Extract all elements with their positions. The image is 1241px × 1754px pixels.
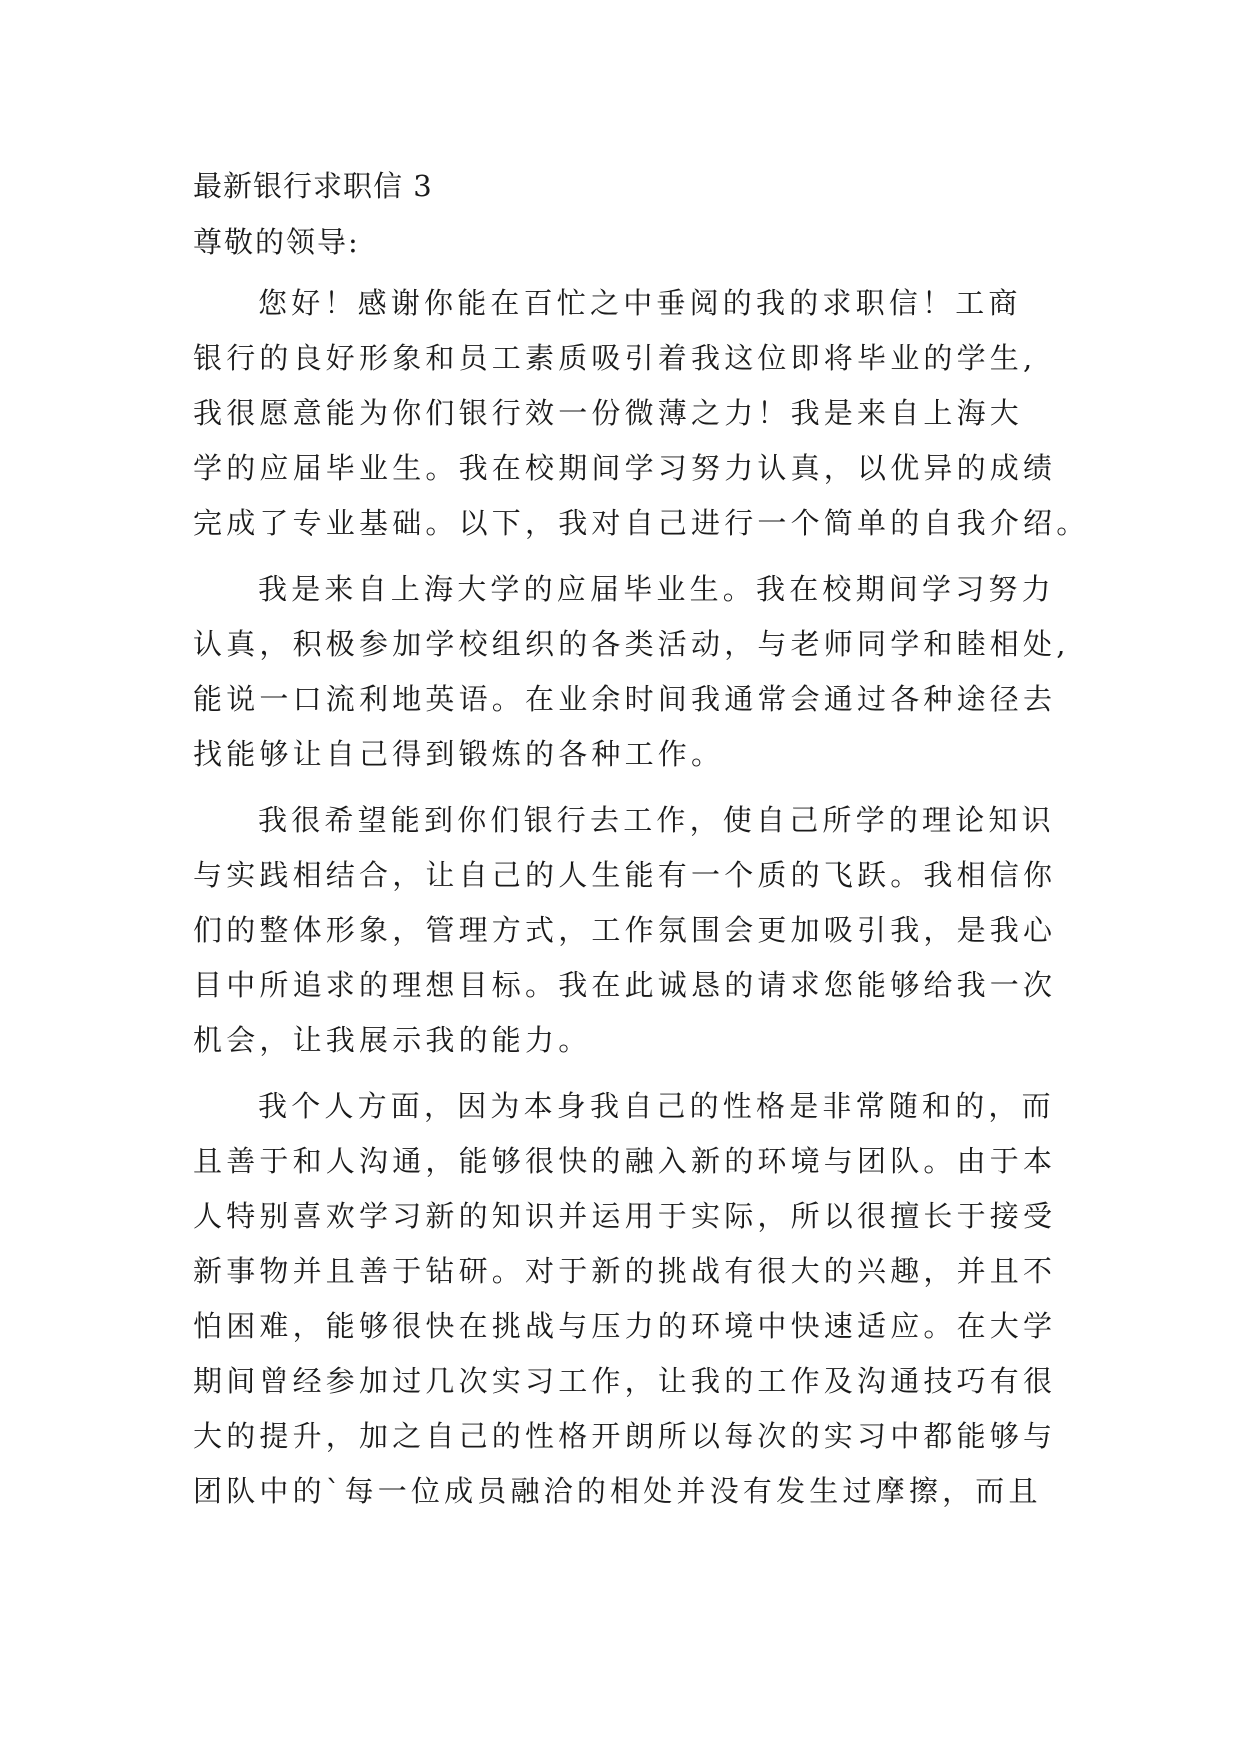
paragraph-line: 与实践相结合，让自己的人生能有一个质的飞跃。我相信你 <box>193 858 1057 892</box>
paragraph-line: 我很希望能到你们银行去工作，使自己所学的理论知识 <box>258 803 1055 837</box>
paragraph-line: 期间曾经参加过几次实习工作，让我的工作及沟通技巧有很 <box>193 1364 1057 1398</box>
paragraph-line: 找能够让自己得到锻炼的各种工作。 <box>193 737 725 771</box>
document-title: 最新银行求职信 3 <box>193 169 433 203</box>
paragraph-line: 能说一口流利地英语。在业余时间我通常会通过各种途径去 <box>193 682 1057 716</box>
paragraph-line: 学的应届毕业生。我在校期间学习努力认真，以优异的成绩 <box>193 451 1057 485</box>
paragraph-line: 我个人方面，因为本身我自己的性格是非常随和的，而 <box>258 1089 1055 1123</box>
salutation: 尊敬的领导: <box>193 225 360 259</box>
paragraph-line: 怕困难，能够很快在挑战与压力的环境中快速适应。在大学 <box>193 1309 1057 1343</box>
paragraph-line: 人特别喜欢学习新的知识并运用于实际，所以很擅长于接受 <box>193 1199 1057 1233</box>
paragraph-line: 银行的良好形象和员工素质吸引着我这位即将毕业的学生, <box>193 341 1037 375</box>
paragraph-line: 我是来自上海大学的应届毕业生。我在校期间学习努力 <box>258 572 1055 606</box>
paragraph-line: 新事物并且善于钻研。对于新的挑战有很大的兴趣，并且不 <box>193 1254 1057 1288</box>
paragraph-line: 认真，积极参加学校组织的各类活动，与老师同学和睦相处, <box>193 627 1070 661</box>
paragraph-line: 且善于和人沟通，能够很快的融入新的环境与团队。由于本 <box>193 1144 1057 1178</box>
paragraph-line: 您好！感谢你能在百忙之中垂阅的我的求职信！工商 <box>258 286 1022 320</box>
paragraph-line: 机会，让我展示我的能力。 <box>193 1023 592 1057</box>
paragraph-line: 们的整体形象，管理方式，工作氛围会更加吸引我，是我心 <box>193 913 1057 947</box>
paragraph-line: 完成了专业基础。以下，我对自己进行一个简单的自我介绍。 <box>193 506 1090 540</box>
paragraph-line: 我很愿意能为你们银行效一份微薄之力！我是来自上海大 <box>193 396 1024 430</box>
paragraph-line: 目中所追求的理想目标。我在此诚恳的请求您能够给我一次 <box>193 968 1057 1002</box>
paragraph-line: 大的提升，加之自己的性格开朗所以每次的实习中都能够与 <box>193 1419 1057 1453</box>
paragraph-line: 团队中的`每一位成员融洽的相处并没有发生过摩擦，而且 <box>193 1474 1042 1508</box>
